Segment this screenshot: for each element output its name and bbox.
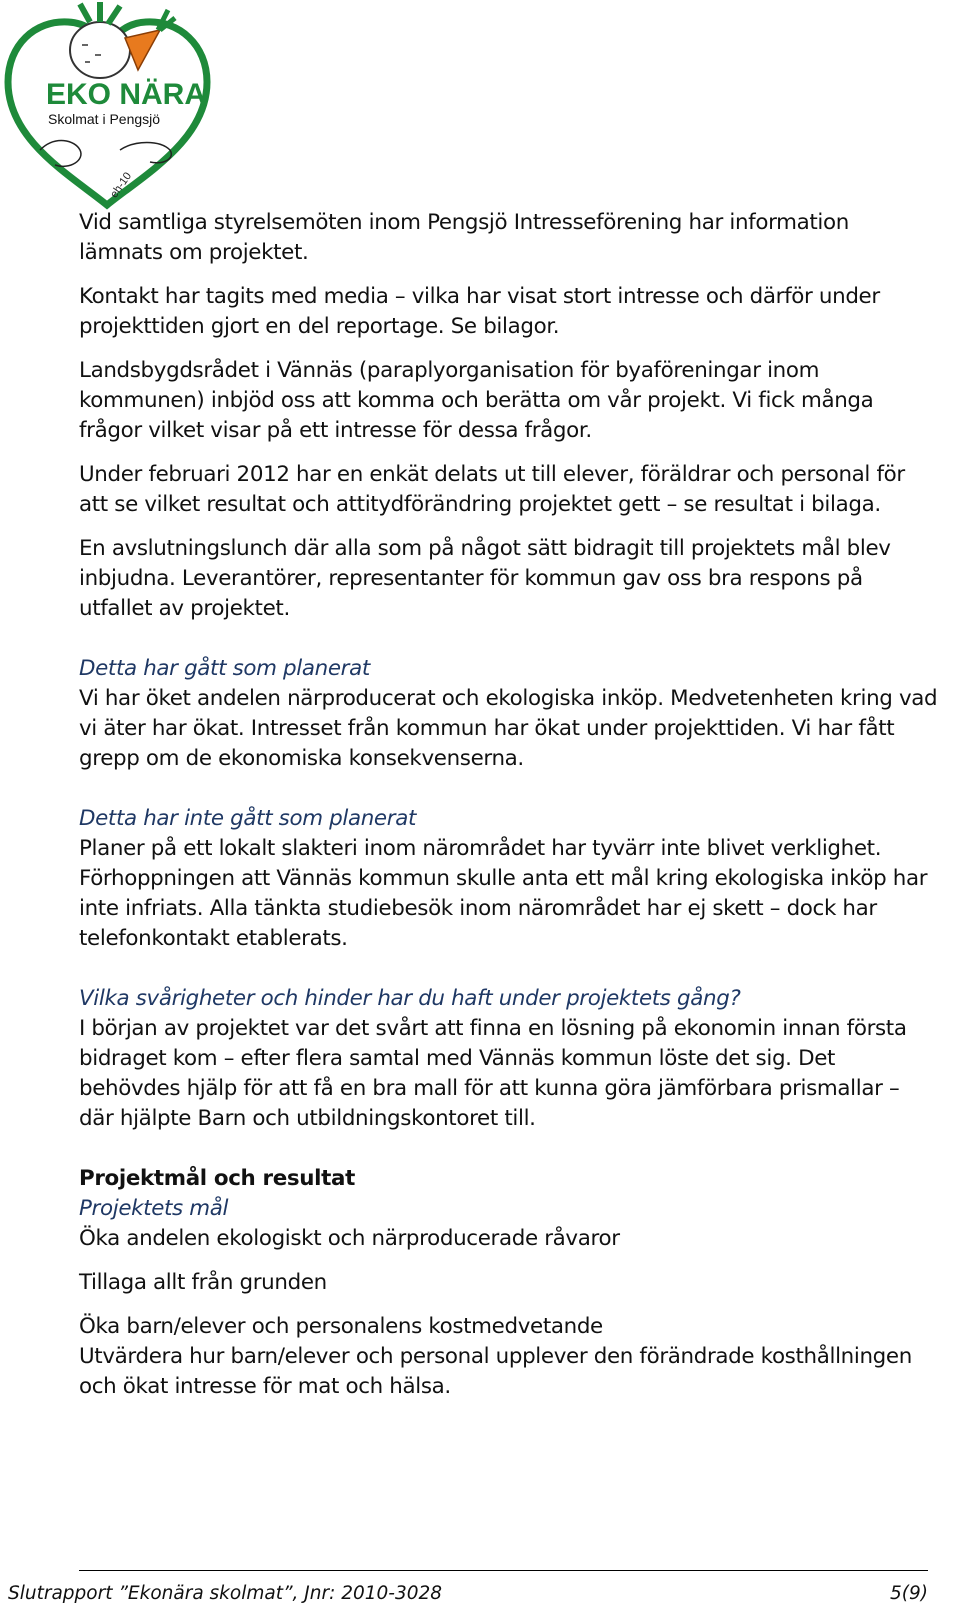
heading-not-as-planned: Detta har inte gått som planerat xyxy=(79,806,416,831)
heading-project-goals: Projektets mål xyxy=(79,1196,229,1221)
footer xyxy=(0,1583,960,1609)
paragraph-survey: Under februari 2012 har en enkät delats ut till elever, föräldrar och personal för att se vilket resultat och attitydförändring projektet gett – se resultat i bilaga. xyxy=(79,462,905,517)
svg-text:Skolmat i Pengsjö: Skolmat i Pengsjö xyxy=(48,111,161,127)
paragraph-landsbygdsradet: Landsbygdsrådet i Vännäs (paraplyorganisation för byaföreningar inom kommunen) inbjöd oss att komma och berätta om vår projekt. Vi fick många frågor vilket visar på ett intresse för dessa frågor. xyxy=(79,358,874,443)
heading-went-as-planned: Detta har gått som planerat xyxy=(79,656,370,681)
goal-item: Öka barn/elever och personalens kostmedvetande xyxy=(79,1314,603,1339)
document-body xyxy=(79,208,939,1402)
footer-report-title: Slutrapport ”Ekonära skolmat”, Jnr: 2010-3028 xyxy=(8,1583,443,1604)
paragraph-closing-lunch: En avslutningslunch där alla som på något sätt bidragit till projektets mål blev inbjudna. Leverantörer, representanter för kommun gav oss bra respons på utfallet av projektet. xyxy=(79,536,891,621)
goal-item: Utvärdera hur barn/elever och personal upplever den förändrade kosthållningen och ökat intresse för mat och hälsa. xyxy=(79,1344,912,1399)
paragraph-went-as-planned: Vi har öket andelen närproducerat och ekologiska inköp. Medvetenheten kring vad vi äter har ökat. Intresset från kommun har ökat under projekttiden. Vi har fått grepp om de ekonomiska konsekvenserna. xyxy=(79,686,938,771)
paragraph-not-as-planned: Planer på ett lokalt slakteri inom närområdet har tyvärr inte blivet verklighet. Förhoppningen att Vännäs kommun skulle anta ett mål kring ekologiska inköp har inte infriats. Alla tänkta studiebesök inom närområdet har ej skett – dock har telefonkontakt etablerats. xyxy=(79,836,928,951)
heading-difficulties: Vilka svårigheter och hinder har du haft under projektets gång? xyxy=(79,986,741,1011)
svg-text:eh-10: eh-10 xyxy=(108,170,135,201)
goal-item: Tillaga allt från grunden xyxy=(79,1270,327,1295)
paragraph-board-meetings: Vid samtliga styrelsemöten inom Pengsjö Intresseförening har information lämnats om projektet. xyxy=(79,210,849,265)
paragraph-media: Kontakt har tagits med media – vilka har visat stort intresse och därför under projekttiden gjort en del reportage. Se bilagor. xyxy=(79,284,880,339)
footer-rule xyxy=(79,1570,928,1572)
paragraph-difficulties: I början av projektet var det svårt att finna en lösning på ekonomin innan första bidraget kom – efter flera samtal med Vännäs kommun löste det sig. Det behövdes hjälp för att få en bra mall för att kunna göra jämförbara prismallar – där hjälpte Barn och utbildningskontoret till. xyxy=(79,1016,907,1131)
eko-nara-logo xyxy=(0,0,215,212)
goal-item: Öka andelen ekologiskt och närproducerade råvaror xyxy=(79,1226,620,1251)
heading-project-goals-results: Projektmål och resultat xyxy=(79,1166,355,1191)
page-number: 5(9) xyxy=(890,1583,928,1604)
svg-text:EKO NÄRA: EKO NÄRA xyxy=(46,78,207,111)
